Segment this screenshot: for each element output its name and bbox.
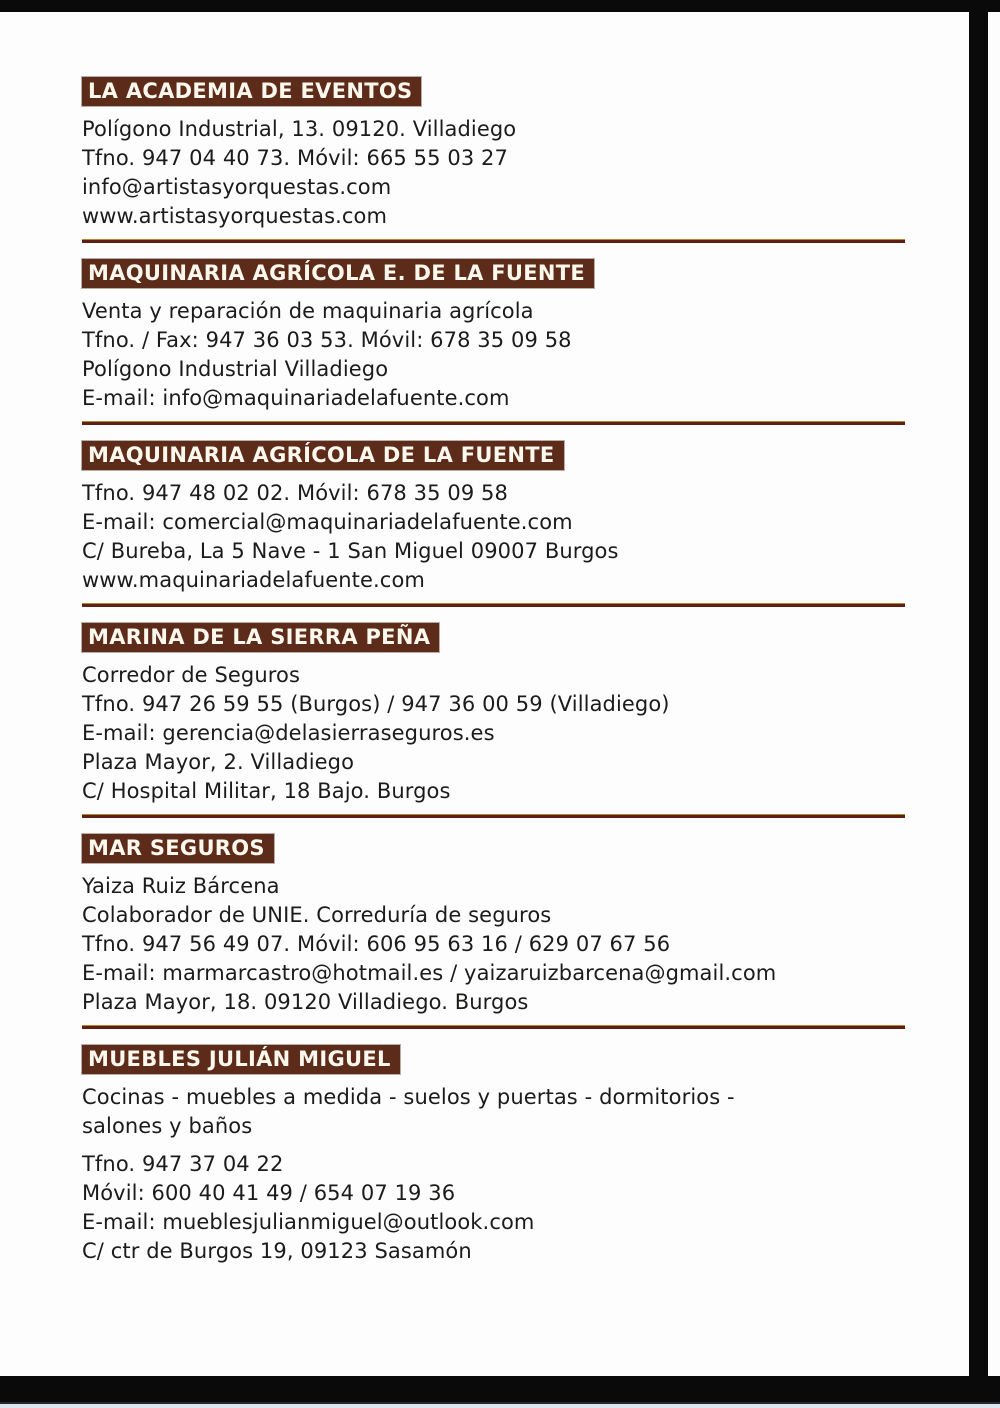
- listing-line: C/ Hospital Militar, 18 Bajo. Burgos: [82, 779, 451, 803]
- listing-line: Yaiza Ruiz Bárcena: [82, 874, 280, 898]
- listing-line: www.artistasyorquestas.com: [82, 204, 388, 228]
- listing-paragraph: [82, 297, 905, 413]
- listing-paragraph: [82, 661, 905, 806]
- listing-line: Tfno. 947 37 04 22: [82, 1152, 284, 1176]
- section-divider: [82, 421, 905, 425]
- listing-line: Plaza Mayor, 18. 09120 Villadiego. Burgos: [82, 990, 529, 1014]
- listing-line: Plaza Mayor, 2. Villadiego: [82, 750, 355, 774]
- listing-line: salones y baños: [82, 1114, 253, 1138]
- section-divider: [82, 603, 905, 607]
- listing-body: [82, 479, 905, 595]
- listing-title: MAQUINARIA AGRÍCOLA E. DE LA FUENTE: [88, 261, 586, 285]
- listing-title-bar: [82, 441, 564, 470]
- scan-edge-bottom-strip: [0, 1404, 1000, 1408]
- listing-line: E-mail: marmarcastro@hotmail.es / yaizaruizbarcena@gmail.com: [82, 961, 777, 985]
- listing-title-bar: [82, 77, 421, 106]
- listing-paragraph: [82, 479, 905, 595]
- listing-title-bar: [82, 1045, 400, 1074]
- directory-listing: [82, 77, 905, 243]
- listing-body: [82, 1083, 905, 1266]
- directory-listing: [82, 1045, 905, 1266]
- section-divider: [82, 814, 905, 818]
- listing-line: Tfno. 947 56 49 07. Móvil: 606 95 63 16 / 629 07 67 56: [82, 932, 671, 956]
- listing-line: E-mail: mueblesjulianmiguel@outlook.com: [82, 1210, 535, 1234]
- listing-title-bar: [82, 259, 594, 288]
- listing-body: [82, 661, 905, 806]
- listing-line: E-mail: comercial@maquinariadelafuente.com: [82, 510, 573, 534]
- listing-line: Venta y reparación de maquinaria agrícola: [82, 299, 534, 323]
- listing-line: Corredor de Seguros: [82, 663, 301, 687]
- listing-line: E-mail: gerencia@delasierraseguros.es: [82, 721, 495, 745]
- listing-line: C/ Bureba, La 5 Nave - 1 San Miguel 09007 Burgos: [82, 539, 619, 563]
- directory-listing: [82, 441, 905, 607]
- section-divider: [82, 1025, 905, 1029]
- directory-listing: [82, 259, 905, 425]
- scan-edge-right: [969, 0, 988, 1402]
- section-divider: [82, 239, 905, 243]
- listing-paragraph: [82, 1083, 905, 1141]
- listing-line: Tfno. 947 04 40 73. Móvil: 665 55 03 27: [82, 146, 508, 170]
- directory-listing: [82, 623, 905, 818]
- listing-body: [82, 872, 905, 1017]
- listing-line: Tfno. 947 26 59 55 (Burgos) / 947 36 00 59 (Villadiego): [82, 692, 670, 716]
- listing-line: Móvil: 600 40 41 49 / 654 07 19 36: [82, 1181, 456, 1205]
- listing-paragraph: [82, 1150, 905, 1266]
- scan-edge-bottom: [0, 1376, 1000, 1402]
- listing-title: MAR SEGUROS: [88, 836, 265, 860]
- listing-line: www.maquinariadelafuente.com: [82, 568, 425, 592]
- listing-line: info@artistasyorquestas.com: [82, 175, 392, 199]
- listing-line: Polígono Industrial, 13. 09120. Villadiego: [82, 117, 517, 141]
- listing-paragraph: [82, 872, 905, 1017]
- listing-title-bar: [82, 834, 274, 863]
- listing-line: Tfno. 947 48 02 02. Móvil: 678 35 09 58: [82, 481, 508, 505]
- listing-line: Tfno. / Fax: 947 36 03 53. Móvil: 678 35 09 58: [82, 328, 572, 352]
- directory-listing: [82, 834, 905, 1029]
- listing-title: LA ACADEMIA DE EVENTOS: [88, 79, 413, 103]
- listing-body: [82, 297, 905, 413]
- listing-line: Colaborador de UNIE. Correduría de seguros: [82, 903, 552, 927]
- listing-body: [82, 115, 905, 231]
- listing-paragraph: [82, 115, 905, 231]
- scan-edge-top: [0, 0, 1000, 12]
- listing-line: C/ ctr de Burgos 19, 09123 Sasamón: [82, 1239, 472, 1263]
- listing-title: MARINA DE LA SIERRA PEÑA: [88, 625, 431, 649]
- directory-list: [82, 77, 905, 1266]
- listing-title-bar: [82, 623, 439, 652]
- listing-title: MAQUINARIA AGRÍCOLA DE LA FUENTE: [88, 443, 555, 467]
- listing-title: MUEBLES JULIÁN MIGUEL: [88, 1047, 391, 1071]
- listing-line: E-mail: info@maquinariadelafuente.com: [82, 386, 510, 410]
- listing-line: Polígono Industrial Villadiego: [82, 357, 389, 381]
- listing-line: Cocinas - muebles a medida - suelos y puertas - dormitorios -: [82, 1085, 735, 1109]
